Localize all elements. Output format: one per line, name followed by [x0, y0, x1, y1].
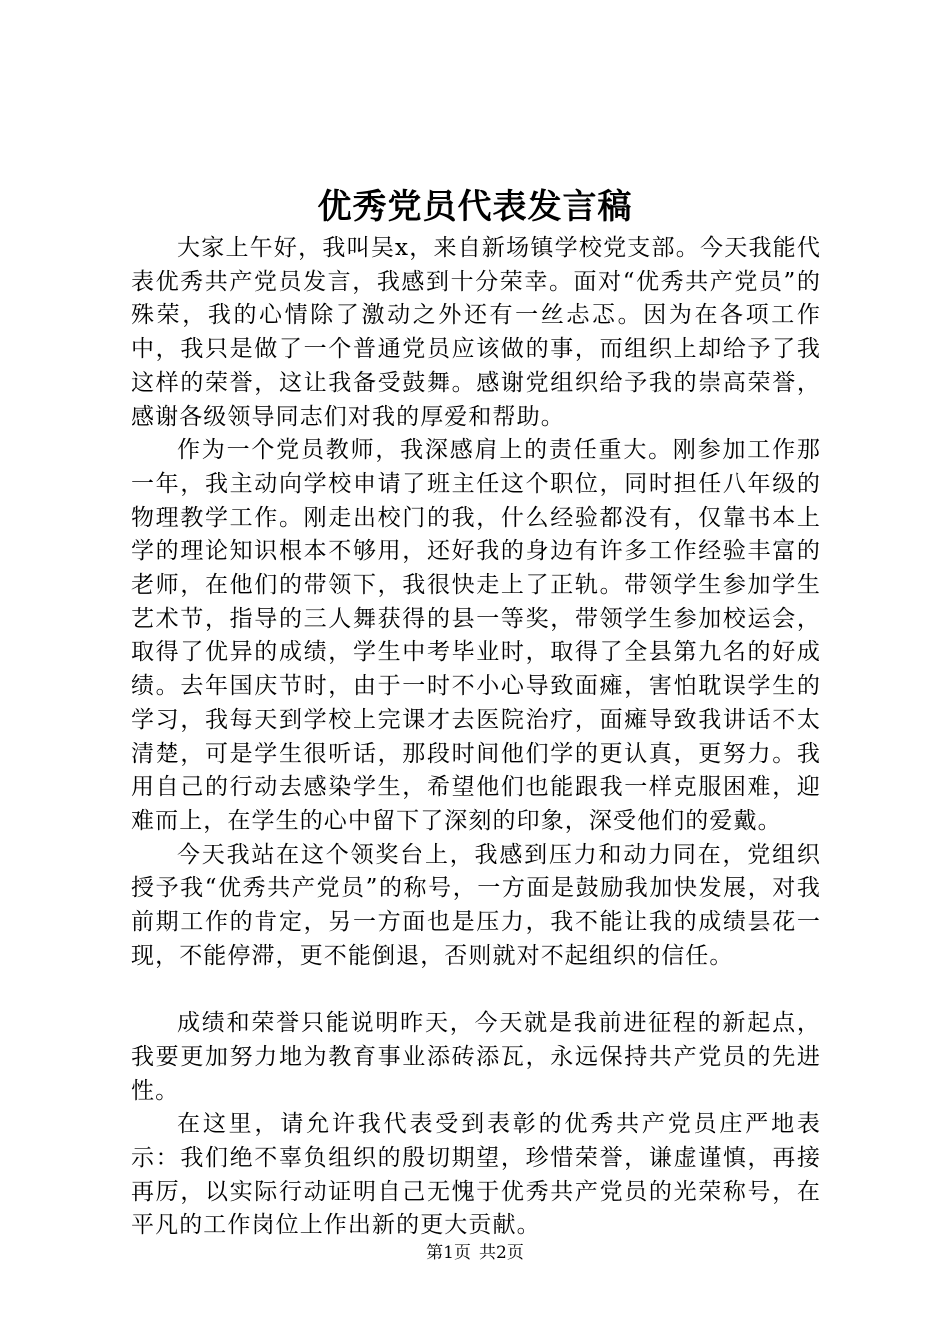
- page-total: 共2页: [479, 1243, 524, 1263]
- paragraph-2: 作为一个党员教师，我深感肩上的责任重大。刚参加工作那一年，我主动向学校申请了班主任这个职位，同时担任八年级的物理教学工作。刚走出校门的我，什么经验都没有，仅靠书本上学的理论知识根本不够用，还好我的身边有许多工作经验丰富的老师，在他们的带领下，我很快走上了正轨。带领学生参加学生艺术节，指导的三人舞获得的县一等奖，带领学生参加校运会，取得了优异的成绩，学生中考毕业时，取得了全县第九名的好成绩。去年国庆节时，由于一时不小心导致面瘫，害怕耽误学生的学习，我每天到学校上完课才去医院治疗，面瘫导致我讲话不太清楚，可是学生很听话，那段时间他们学的更认真，更努力。我用自己的行动去感染学生，希望他们也能跟我一样克服困难，迎难而上，在学生的心中留下了深刻的印象，深受他们的爱戴。: [131, 437, 821, 834]
- page-footer: [0, 1241, 950, 1265]
- page-number: 第1页: [426, 1243, 471, 1263]
- document-title: 优秀党员代表发言稿: [317, 187, 633, 227]
- paragraph-5: 在这里，请允许我代表受到表彰的优秀共产党员庄严地表示：我们绝不辜负组织的殷切期望，珍惜荣誉，谦虚谨慎，再接再厉，以实际行动证明自己无愧于优秀共产党员的光荣称号，在平凡的工作岗位上作出新的更大贡献。: [131, 1111, 821, 1239]
- document-body: [131, 232, 821, 1243]
- paragraph-1: 大家上午好，我叫吴x，来自新场镇学校党支部。今天我能代表优秀共产党员发言，我感到十分荣幸。面对“优秀共产党员”的殊荣，我的心情除了激动之外还有一丝忐忑。因为在各项工作中，我只是做了一个普通党员应该做的事，而组织上却给予了我这样的荣誉，这让我备受鼓舞。感谢党组织给予我的崇高荣誉，感谢各级领导同志们对我的厚爱和帮助。: [131, 235, 821, 430]
- paragraph-3: 今天我站在这个领奖台上，我感到压力和动力同在，党组织授予我“优秀共产党员”的称号，一方面是鼓励我加快发展，对我前期工作的肯定，另一方面也是压力，我不能让我的成绩昙花一现，不能停滞，更不能倒退，否则就对不起组织的信任。: [131, 841, 821, 969]
- paragraph-4: 成绩和荣誉只能说明昨天，今天就是我前进征程的新起点，我要更加努力地为教育事业添砖添瓦，永远保持共产党员的先进性。: [131, 1010, 821, 1104]
